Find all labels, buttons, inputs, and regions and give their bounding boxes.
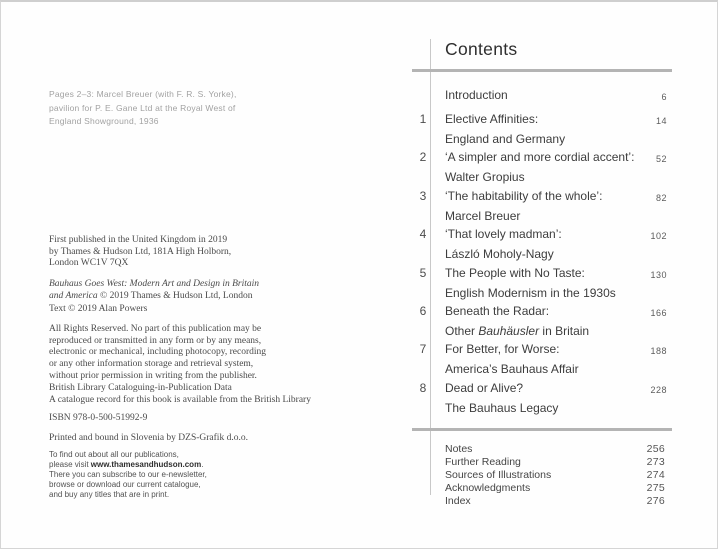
promo-line: [49, 460, 207, 470]
imprint-title-copyright: [49, 279, 259, 302]
toc-title-line2: England and Germany: [445, 131, 566, 146]
end-matter-row: [445, 495, 665, 508]
toc-title-line1: ‘A simpler and more cordial accent’:: [445, 150, 635, 164]
copyright-text: © 2019 Thames & Hudson Ltd, London: [97, 290, 253, 301]
book-title: Bauhaus Goes West: Modern Art and Design in Britain: [49, 279, 260, 289]
end-matter-label: Sources of Illustrations: [445, 469, 552, 481]
rights-line: or any other information storage and retrieval system,: [49, 359, 254, 370]
toc-subtitle-text: Other: [445, 323, 479, 338]
end-matter-label: Acknowledgments: [445, 482, 531, 494]
cip-line: British Library Cataloguing-in-Publication Data: [49, 383, 232, 393]
toc-title-line1: Introduction: [445, 88, 508, 102]
promo-line: There you can subscribe to our e-newsletter,: [49, 470, 207, 479]
toc-title-line1: The People with No Taste:: [445, 266, 585, 280]
toc-title-line2: Walter Gropius: [445, 169, 525, 184]
imprint-line: by Thames & Hudson Ltd, 181A High Holborn,: [49, 246, 232, 257]
caption-line: Pages 2–3: Marcel Breuer (with F. R. S. Yorke),: [49, 89, 237, 99]
imprint-cip: [49, 383, 311, 406]
toc-title-line2: László Moholy-Nagy: [445, 246, 554, 261]
end-matter-label: Index: [445, 495, 471, 507]
toc-title-line1: ‘That lovely madman’:: [445, 227, 562, 241]
imprint-isbn: ISBN 978-0-500-51992-9: [49, 413, 148, 423]
caption-line: England Showground, 1936: [49, 116, 159, 126]
end-matter-page: 274: [646, 469, 665, 481]
end-matter-row: [445, 443, 665, 456]
toc-entry-page: 82: [655, 193, 667, 203]
promo-text: please visit: [49, 460, 91, 469]
caption-line: pavilion for P. E. Gane Ltd at the Royal West of: [49, 102, 236, 113]
toc-entry-title: [445, 302, 589, 341]
toc-title-line1: For Better, for Worse:: [445, 342, 560, 356]
end-matter-label: Notes: [445, 443, 473, 455]
toc-entry-page: 102: [650, 231, 667, 241]
toc-title-line2: [445, 322, 589, 342]
toc-title-line2: Marcel Breuer: [445, 208, 521, 223]
end-matter-page: 256: [646, 443, 665, 455]
toc-title-line1: Dead or Alive?: [445, 381, 524, 395]
rights-line: All Rights Reserved. No part of this publication may be: [49, 324, 262, 334]
imprint-text-copyright: Text © 2019 Alan Powers: [49, 304, 148, 314]
end-matter-label: Further Reading: [445, 456, 521, 468]
toc-entry-number: 3: [419, 189, 427, 203]
toc-entry-page: 130: [650, 270, 667, 280]
toc-entry-number: 1: [419, 112, 427, 126]
promo-text: .: [201, 460, 204, 469]
toc-entry-page: 14: [655, 116, 667, 126]
promo-line: browse or download our current catalogue,: [49, 480, 201, 489]
end-matter-page: 275: [646, 482, 665, 494]
toc-entry-number: 8: [419, 381, 427, 395]
toc-entry-number: 5: [419, 266, 427, 280]
toc-entry-number: 2: [419, 150, 427, 164]
imprint-line: [49, 291, 259, 303]
toc-entry-number: 7: [419, 342, 427, 356]
contents-rule-bottom: [412, 428, 672, 431]
imprint-line: First published in the United Kingdom in 2019: [49, 235, 228, 245]
contents-rule-top: [412, 69, 672, 72]
toc-entry-number: 4: [419, 227, 427, 241]
toc-title-line1: Beneath the Radar:: [445, 304, 550, 318]
toc-title-line1: Elective Affinities:: [445, 112, 539, 126]
toc-entry-title: [445, 225, 562, 264]
toc-entry-page: 228: [650, 385, 667, 395]
book-title-continued: and America: [49, 290, 98, 301]
end-matter-row: [445, 469, 665, 482]
toc-entry-page: 166: [650, 308, 667, 318]
toc-entry-page: 6: [661, 92, 667, 102]
imprint-printer: Printed and bound in Slovenia by DZS-Grafik d.o.o.: [49, 433, 248, 443]
toc-title-line2: America’s Bauhaus Affair: [445, 361, 579, 376]
toc-entry-title: [445, 340, 579, 379]
toc-entry-title: [445, 148, 634, 187]
imprint-promo: [49, 450, 207, 500]
end-matter-page: 276: [646, 495, 665, 507]
imprint-rights: [49, 324, 266, 383]
imprint-published: [49, 235, 231, 270]
toc-entry-page: 188: [650, 346, 667, 356]
end-matter-page: 273: [646, 456, 665, 468]
toc-subtitle-italic: Bauhäusler: [478, 323, 540, 338]
end-matter-row: [445, 482, 665, 495]
end-matter-row: [445, 456, 665, 469]
contents-heading: Contents: [445, 39, 518, 59]
toc-title-line1: ‘The habitability of the whole’:: [445, 189, 603, 203]
toc-title-line2: The Bauhaus Legacy: [445, 400, 559, 415]
toc-entry-title: [445, 187, 602, 226]
photo-caption: [49, 88, 237, 129]
rights-line: electronic or mechanical, including photocopy, recording: [49, 347, 267, 358]
toc-entry-title: [445, 264, 616, 303]
toc-entry-page: 52: [655, 154, 667, 164]
imprint-line: London WC1V 7QX: [49, 258, 129, 269]
toc-title-line2: English Modernism in the 1930s: [445, 285, 616, 300]
toc-entry-number: 6: [419, 304, 427, 318]
toc-entry-title: [445, 86, 508, 106]
toc-entry-title: [445, 379, 558, 418]
toc-entry-title: [445, 110, 565, 149]
toc-subtitle-text: in Britain: [539, 323, 590, 338]
publisher-url: www.thamesandhudson.com: [90, 460, 202, 469]
end-matter-list: [445, 443, 665, 508]
rights-line: without prior permission in writing from the publisher.: [49, 370, 257, 381]
promo-line: and buy any titles that are in print.: [49, 490, 170, 499]
promo-line: To find out about all our publications,: [49, 450, 179, 459]
cip-line: A catalogue record for this book is available from the British Library: [49, 394, 311, 405]
rights-line: reproduced or transmitted in any form or by any means,: [49, 335, 262, 346]
